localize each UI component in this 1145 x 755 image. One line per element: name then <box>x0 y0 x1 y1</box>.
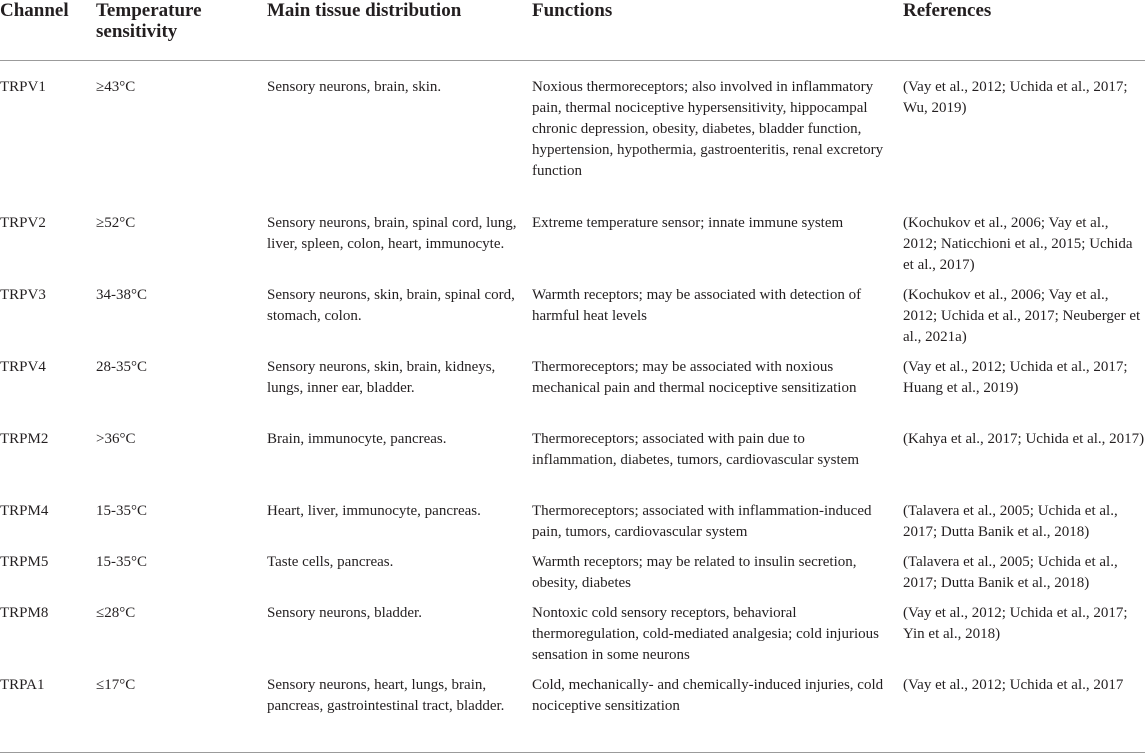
cell-functions: Thermoreceptors; associated with inflammation-induced pain, tumors, cardiovascular system <box>532 503 872 540</box>
cell-references: (Vay et al., 2012; Uchida et al., 2017; Yin et al., 2018) <box>903 605 1128 642</box>
cell-temperature: 15-35°C <box>96 503 147 519</box>
header-references: References <box>903 0 992 21</box>
header-tissue-distribution: Main tissue distribution <box>267 0 462 21</box>
cell-functions: Thermoreceptors; may be associated with noxious mechanical pain and thermal nociceptive sensitization <box>532 359 857 396</box>
cell-channel: TRPV4 <box>0 359 46 375</box>
cell-tissue: Sensory neurons, bladder. <box>267 605 422 621</box>
cell-channel: TRPM5 <box>0 554 49 570</box>
cell-functions: Thermoreceptors; associated with pain due to inflammation, diabetes, tumors, cardiovascular system <box>532 431 859 468</box>
cell-references: (Vay et al., 2012; Uchida et al., 2017; Wu, 2019) <box>903 79 1128 116</box>
cell-temperature: ≥43°C <box>96 79 136 95</box>
cell-references: (Vay et al., 2012; Uchida et al., 2017 <box>903 677 1124 693</box>
cell-tissue: Taste cells, pancreas. <box>267 554 394 570</box>
cell-references: (Vay et al., 2012; Uchida et al., 2017; Huang et al., 2019) <box>903 359 1128 396</box>
cell-tissue: Sensory neurons, brain, spinal cord, lung, liver, spleen, colon, heart, immunocyte. <box>267 215 517 252</box>
cell-functions: Warmth receptors; may be related to insulin secretion, obesity, diabetes <box>532 554 857 591</box>
header-functions: Functions <box>532 0 613 21</box>
cell-functions: Nontoxic cold sensory receptors, behavioral thermoregulation, cold-mediated analgesia; cold injurious sensation in some neurons <box>532 605 879 663</box>
cell-temperature: 15-35°C <box>96 554 147 570</box>
cell-references: (Kochukov et al., 2006; Vay et al., 2012; Uchida et al., 2017; Neuberger et al., 2021a) <box>903 287 1141 345</box>
cell-temperature: ≤28°C <box>96 605 136 621</box>
table-header <box>0 0 1145 62</box>
cell-tissue: Sensory neurons, skin, brain, spinal cord, stomach, colon. <box>267 287 515 324</box>
cell-channel: TRPM4 <box>0 503 49 519</box>
cell-functions: Cold, mechanically- and chemically-induced injuries, cold nociceptive sensitization <box>532 677 884 714</box>
header-divider <box>0 60 1145 61</box>
cell-temperature: >36°C <box>96 431 136 447</box>
cell-temperature: 34-38°C <box>96 287 147 303</box>
cell-channel: TRPV3 <box>0 287 46 303</box>
cell-tissue: Heart, liver, immunocyte, pancreas. <box>267 503 481 519</box>
cell-channel: TRPV1 <box>0 79 46 95</box>
table-bottom-divider <box>0 752 1145 753</box>
cell-temperature: ≤17°C <box>96 677 136 693</box>
cell-references: (Kochukov et al., 2006; Vay et al., 2012; Naticchioni et al., 2015; Uchida et al., 2017) <box>903 215 1133 273</box>
cell-functions: Noxious thermoreceptors; also involved in inflammatory pain, thermal nociceptive hypersensitivity, hippocampal chronic depression, obesity, diabetes, bladder function, hypertension, hypothermia, gastroenteritis, renal excretory function <box>532 79 884 179</box>
cell-tissue: Brain, immunocyte, pancreas. <box>267 431 447 447</box>
header-channel: Channel <box>0 0 69 21</box>
cell-temperature: ≥52°C <box>96 215 136 231</box>
cell-channel: TRPA1 <box>0 677 45 693</box>
cell-references: (Kahya et al., 2017; Uchida et al., 2017) <box>903 431 1145 447</box>
cell-temperature: 28-35°C <box>96 359 147 375</box>
cell-functions: Warmth receptors; may be associated with detection of harmful heat levels <box>532 287 862 324</box>
cell-references: (Talavera et al., 2005; Uchida et al., 2017; Dutta Banik et al., 2018) <box>903 503 1118 540</box>
cell-tissue: Sensory neurons, heart, lungs, brain, pancreas, gastrointestinal tract, bladder. <box>267 677 505 714</box>
cell-tissue: Sensory neurons, brain, skin. <box>267 79 442 95</box>
header-temperature-sensitivity: Temperature sensitivity <box>96 0 202 42</box>
cell-references: (Talavera et al., 2005; Uchida et al., 2017; Dutta Banik et al., 2018) <box>903 554 1118 591</box>
cell-channel: TRPM8 <box>0 605 49 621</box>
cell-channel: TRPM2 <box>0 431 49 447</box>
cell-tissue: Sensory neurons, skin, brain, kidneys, lungs, inner ear, bladder. <box>267 359 496 396</box>
cell-functions: Extreme temperature sensor; innate immune system <box>532 215 844 231</box>
cell-channel: TRPV2 <box>0 215 46 231</box>
